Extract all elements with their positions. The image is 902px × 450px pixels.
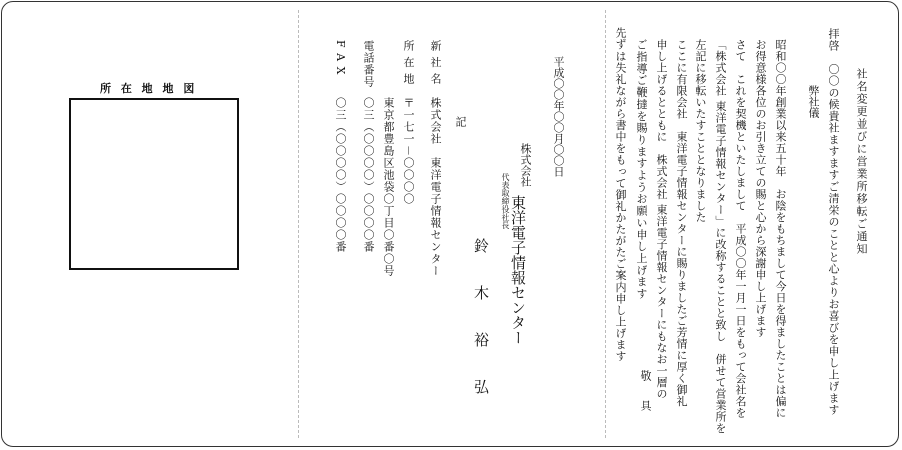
letter-line: 先ずは失礼ながら書中をもって御礼かたがたご案内申し上げます [614, 27, 627, 362]
representative-title: 代表取締役社長 [501, 173, 510, 229]
record-label-location: 所 在 地 [402, 40, 415, 85]
record-label-phone: 電話番号 [362, 40, 375, 88]
letter-line: さて これを契機といたしまして 平成〇〇年一月一日をもって会社名を [734, 39, 747, 419]
letter-line: 「株式会社 東洋電子情報センター」に改称することと致し 併せて営業所を [714, 39, 727, 434]
record-value-address: 東京都豊島区池袋〇丁目〇番〇号 [382, 97, 395, 277]
rep-name-char: 鈴 [472, 238, 490, 285]
rep-name-char: 裕 [472, 332, 490, 379]
fold-line-right [605, 10, 606, 438]
representative-name [473, 238, 488, 426]
letter-line: 左記に移転いたすこととなりました [694, 39, 707, 223]
fold-line-left [298, 10, 299, 438]
record-value-fax: 〇三（〇〇〇〇）〇〇〇〇番 [334, 97, 347, 253]
record-value-postal: 〒一七一－〇〇〇〇 [402, 97, 415, 205]
map-title: 所 在 地 地 図 [100, 82, 198, 95]
letter-line: 昭和〇〇年創業以来五十年 お陰をもちまして今日を得ましたことは偏に [774, 39, 787, 419]
letter-date: 平成〇〇年〇〇月〇〇日 [552, 56, 565, 177]
rep-name-char: 弘 [472, 379, 490, 426]
letter-line: ご指導ご鞭撻を賜りますようお願い申し上げます [635, 39, 648, 300]
record-value-company: 株式会社 東洋電子情報センター [429, 97, 442, 277]
letter-line: ここに有限会社 東洋電子情報センターに賜りましたご芳情に厚く御礼 [675, 39, 688, 407]
record-heading: 記 [454, 116, 467, 127]
letter-line: 申し上げるとともに 株式会社 東洋電子情報センターにもなお一層の [655, 39, 668, 400]
letter-line: 弊社儀 [807, 85, 820, 118]
letter-title: 社名変更並びに営業所移転ご通知 [855, 68, 868, 256]
record-value-phone: 〇三（〇〇〇〇）〇〇〇〇番 [362, 97, 375, 253]
letter-line: 拝啓 〇〇の候貴社ますますご清栄のことと心よりお喜びを申し上げます [827, 28, 840, 416]
record-label-company: 新 社 名 [429, 40, 442, 85]
closing-keigu: 敬 具 [639, 370, 652, 415]
rep-name-char: 木 [472, 285, 490, 332]
letter-line: お得意様各位のお引き立ての賜と心から深謝申し上げます [754, 39, 767, 338]
record-label-fax: F A X [334, 40, 347, 76]
company-prefix: 株式会社 [519, 143, 532, 187]
map-placeholder-box [69, 98, 239, 270]
company-name: 東洋電子情報センター [509, 195, 527, 345]
